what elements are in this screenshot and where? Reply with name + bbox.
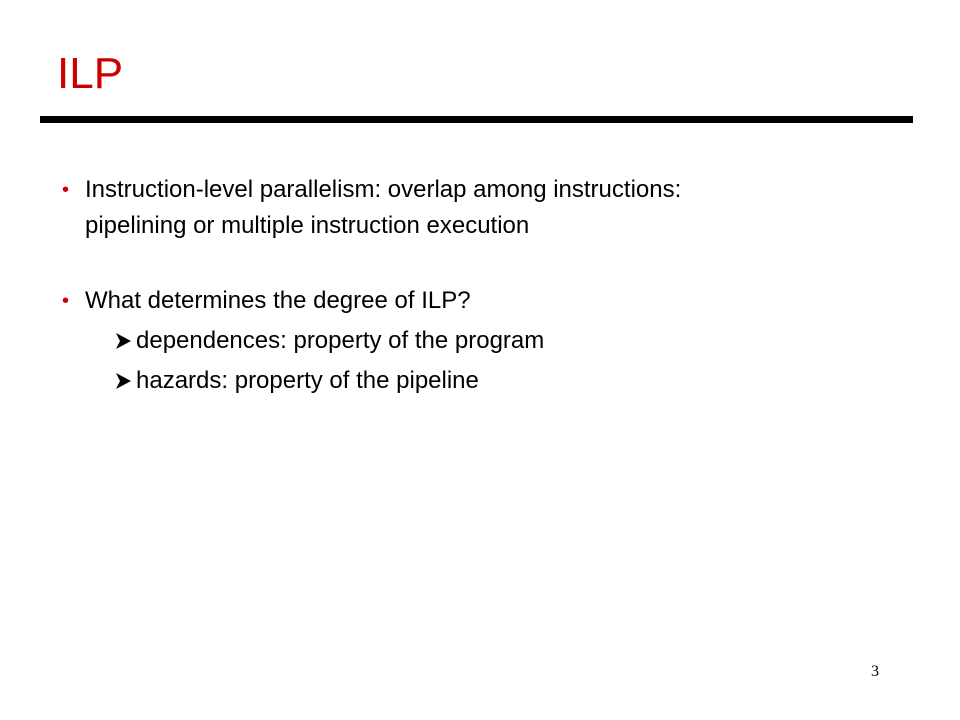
sub-bullet-text: hazards: property of the pipeline	[136, 367, 479, 394]
bullet-dot-icon: •	[62, 290, 70, 312]
bullet-text-line: pipelining or multiple instruction execution	[85, 212, 530, 239]
bullet-text: What determines the degree of ILP?	[85, 287, 471, 314]
sub-bullet-text: dependences: property of the program	[136, 327, 545, 354]
arrow-bullet-icon	[113, 326, 135, 356]
title-divider	[40, 116, 913, 123]
arrow-bullet-icon	[113, 366, 135, 396]
bullet-dot-icon: •	[62, 179, 70, 201]
page-number: 3	[871, 663, 879, 680]
slide-title: ILP	[57, 49, 124, 98]
bullet-text-line: Instruction-level parallelism: overlap among instructions:	[85, 176, 682, 203]
